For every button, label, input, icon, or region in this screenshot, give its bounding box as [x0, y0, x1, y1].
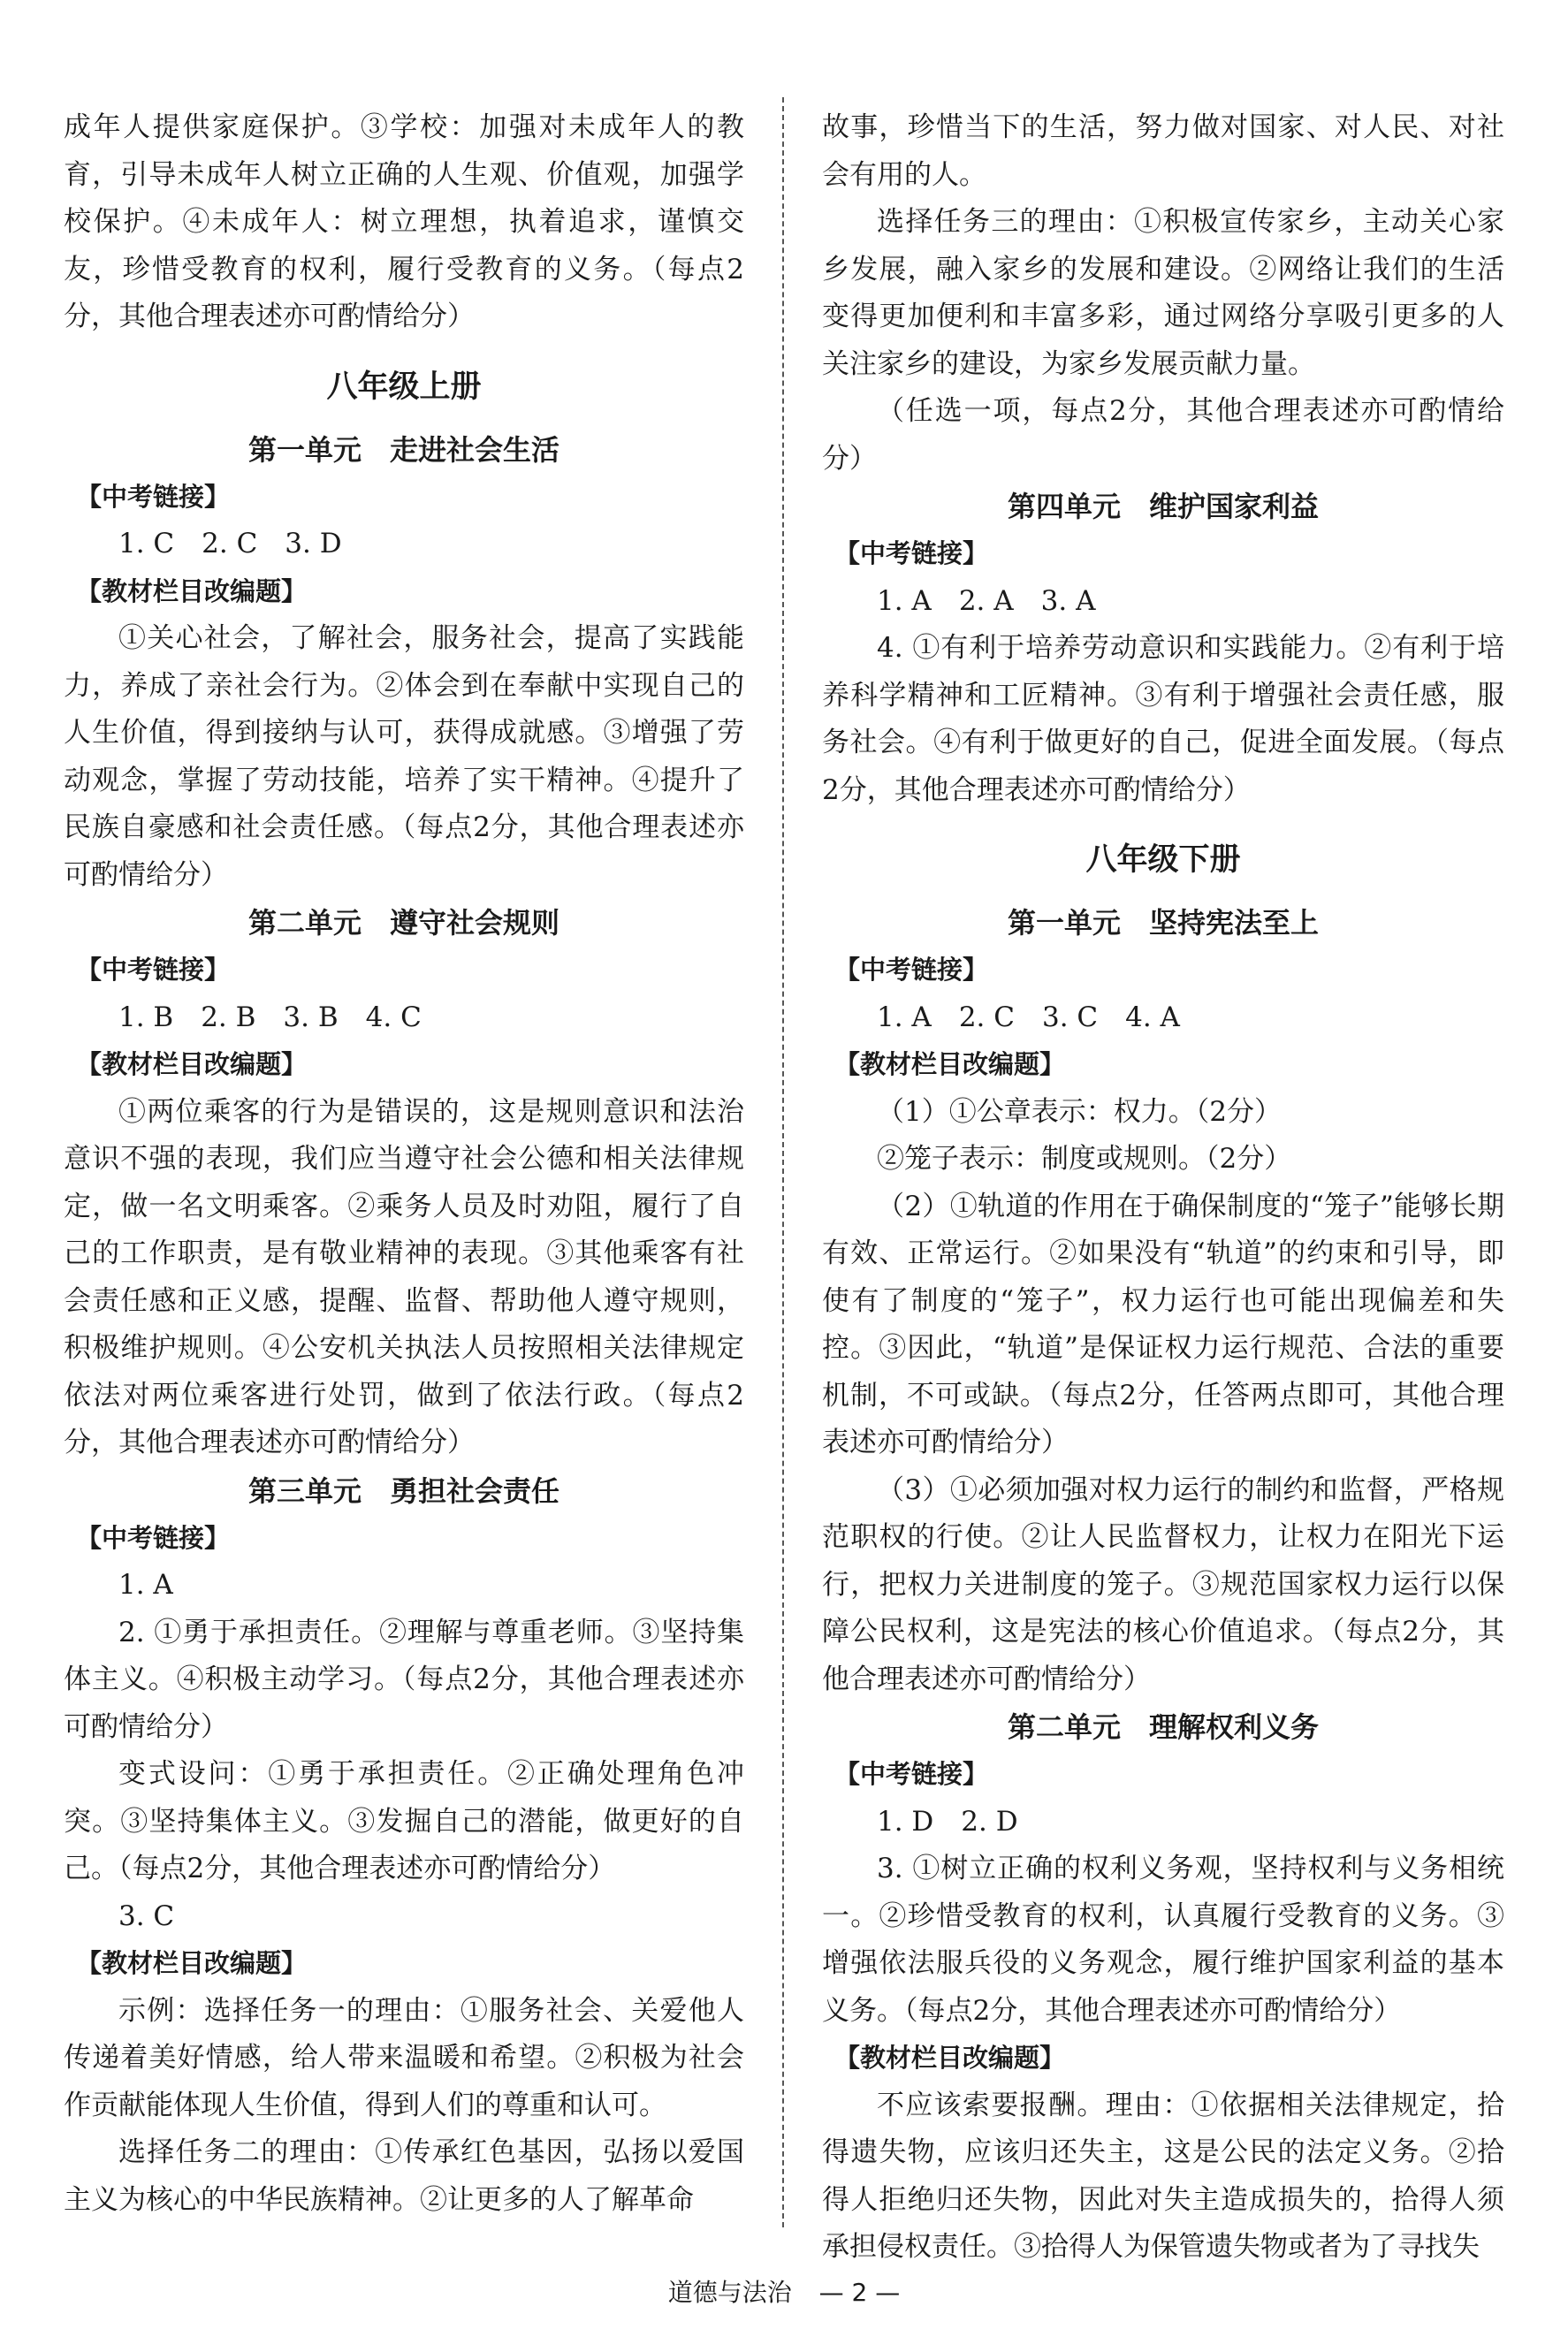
grade-heading: 八年级上册: [326, 369, 482, 405]
section-label: 【教材栏目改编题】: [834, 1049, 1066, 1079]
unit-title: 第一单元 走进社会生活: [247, 432, 559, 467]
paragraph: 成年人提供家庭保护。③学校：加强对未成年人的教育，引导未成年人树立正确的人生观、价值观，加强学校保护。④未成年人：树立理想，执着追求，谨慎交友，珍惜受教育的权利，履行受教育的义务。（每点2分，其他合理表述亦可酌情给分）: [64, 111, 744, 332]
section-label: 【中考链接】: [834, 538, 989, 568]
section-label: 【中考链接】: [76, 481, 231, 512]
paragraph: 4. ①有利于培养劳动意识和实践能力。②有利于培养科学精神和工匠精神。③有利于增强社会责任感，服务社会。④有利于做更好的自己，促进全面发展。（每点2分，其他合理表述亦可酌情给分）: [822, 632, 1504, 806]
answer-line: 1. A 2. C 3. C 4. A: [877, 1001, 1180, 1033]
paragraph: 变式设问：①勇于承担责任。②正确处理角色冲突。③坚持集体主义。③发掘自己的潜能，做更好的自己。（每点2分，其他合理表述亦可酌情给分）: [64, 1758, 744, 1884]
paragraph: ①关心社会，了解社会，服务社会，提高了实践能力，养成了亲社会行为。②体会到在奉献中实现自己的人生价值，得到接纳与认可，获得成就感。③增强了劳动观念，掌握了劳动技能，培养了实干精神。④提升了民族自豪感和社会责任感。（每点2分，其他合理表述亦可酌情给分）: [64, 622, 744, 891]
section-label: 【教材栏目改编题】: [834, 2043, 1066, 2073]
unit-title: 第三单元 勇担社会责任: [247, 1473, 559, 1508]
page-footer: [0, 2273, 1568, 2309]
answer-line: 3. C: [118, 1899, 175, 1932]
section-label: 【教材栏目改编题】: [76, 1049, 308, 1079]
answer-line: 1. A 2. A 3. A: [877, 584, 1096, 617]
answer-line: 1. A: [118, 1569, 173, 1601]
right-column: [822, 104, 1504, 2272]
section-label: 【中考链接】: [834, 1759, 989, 1789]
grade-heading: 八年级下册: [1085, 842, 1241, 878]
answer-line: 1. B 2. B 3. B 4. C: [118, 1001, 422, 1033]
answer-line: （1）①公章表示：权力。（2分）: [877, 1095, 1282, 1128]
answer-line: ②笼子表示：制度或规则。（2分）: [877, 1143, 1292, 1175]
section-label: 【中考链接】: [76, 1522, 231, 1553]
paragraph: ①两位乘客的行为是错误的，这是规则意识和法治意识不强的表现，我们应当遵守社会公德和相关法律规定，做一名文明乘客。②乘务人员及时劝阻，履行了自己的工作职责，是有敬业精神的表现。③其他乘客有社会责任感和正义感，提醒、监督、帮助他人遵守规则，积极维护规则。④公安机关执法人员按照相关法律规定依法对两位乘客进行处罚，做到了依法行政。（每点2分，其他合理表述亦可酌情给分）: [64, 1095, 744, 1458]
answer-line: 1. D 2. D: [877, 1805, 1018, 1838]
paragraph: 不应该索要报酬。理由：①依据相关法律规定，拾得遗失物，应该归还失主，这是公民的法定义务。②拾得人拒绝归还失物，因此对失主造成损失的，拾得人须承担侵权责任。③拾得人为保管遗失物或者为了寻找失: [822, 2089, 1504, 2263]
column-divider: [782, 97, 784, 2227]
section-label: 【教材栏目改编题】: [76, 575, 308, 606]
paragraph: （3）①必须加强对权力运行的制约和监督，严格规范职权的行使。②让人民监督权力，让权力在阳光下运行，把权力关进制度的笼子。③规范国家权力运行以保障公民权利，这是宪法的核心价值追求。（每点2分，其他合理表述亦可酌情给分）: [822, 1473, 1504, 1695]
paragraph: 故事，珍惜当下的生活，努力做对国家、对人民、对社会有用的人。: [822, 111, 1504, 191]
paragraph: 选择任务三的理由：①积极宣传家乡，主动关心家乡发展，融入家乡的发展和建设。②网络让我们的生活变得更加便利和丰富多彩，通过网络分享吸引更多的人关注家乡的建设，为家乡发展贡献力量。: [822, 206, 1504, 380]
page-number: — 2 —: [818, 2278, 901, 2307]
paragraph: （2）①轨道的作用在于确保制度的“笼子”能够长期有效、正常运行。②如果没有“轨道”的约束和引导，即使有了制度的“笼子”，权力运行也可能出现偏差和失控。③因此，“轨道”是保证权力运行规范、合法的重要机制，不可或缺。（每点2分，任答两点即可，其他合理表述亦可酌情给分）: [822, 1190, 1504, 1458]
unit-title: 第一单元 坚持宪法至上: [1007, 906, 1319, 940]
section-label: 【中考链接】: [834, 955, 989, 985]
section-label: 【中考链接】: [76, 955, 231, 985]
unit-title: 第二单元 遵守社会规则: [247, 906, 559, 940]
paragraph: 选择任务二的理由：①传承红色基因，弘扬以爱国主义为核心的中华民族精神。②让更多的人了解革命: [64, 2136, 744, 2216]
answer-line: 1. C 2. C 3. D: [118, 528, 342, 560]
section-label: 【教材栏目改编题】: [76, 1948, 308, 1978]
left-column: [64, 104, 744, 2224]
subject-name: 道德与法治: [667, 2278, 792, 2307]
paragraph: 2. ①勇于承担责任。②理解与尊重老师。③坚持集体主义。④积极主动学习。（每点2分，其他合理表述亦可酌情给分）: [64, 1616, 744, 1743]
unit-title: 第二单元 理解权利义务: [1007, 1710, 1319, 1744]
paragraph: （任选一项，每点2分，其他合理表述亦可酌情给分）: [822, 395, 1504, 475]
paragraph: 3. ①树立正确的权利义务观，坚持权利与义务相统一。②珍惜受教育的权利，认真履行受教育的义务。③增强依法服兵役的义务观念，履行维护国家利益的基本义务。（每点2分，其他合理表述亦可酌情给分）: [822, 1853, 1504, 2027]
paragraph: 示例：选择任务一的理由：①服务社会、关爱他人传递着美好情感，给人带来温暖和希望。②积极为社会作贡献能体现人生价值，得到人们的尊重和认可。: [64, 1994, 744, 2121]
unit-title: 第四单元 维护国家利益: [1007, 490, 1319, 523]
